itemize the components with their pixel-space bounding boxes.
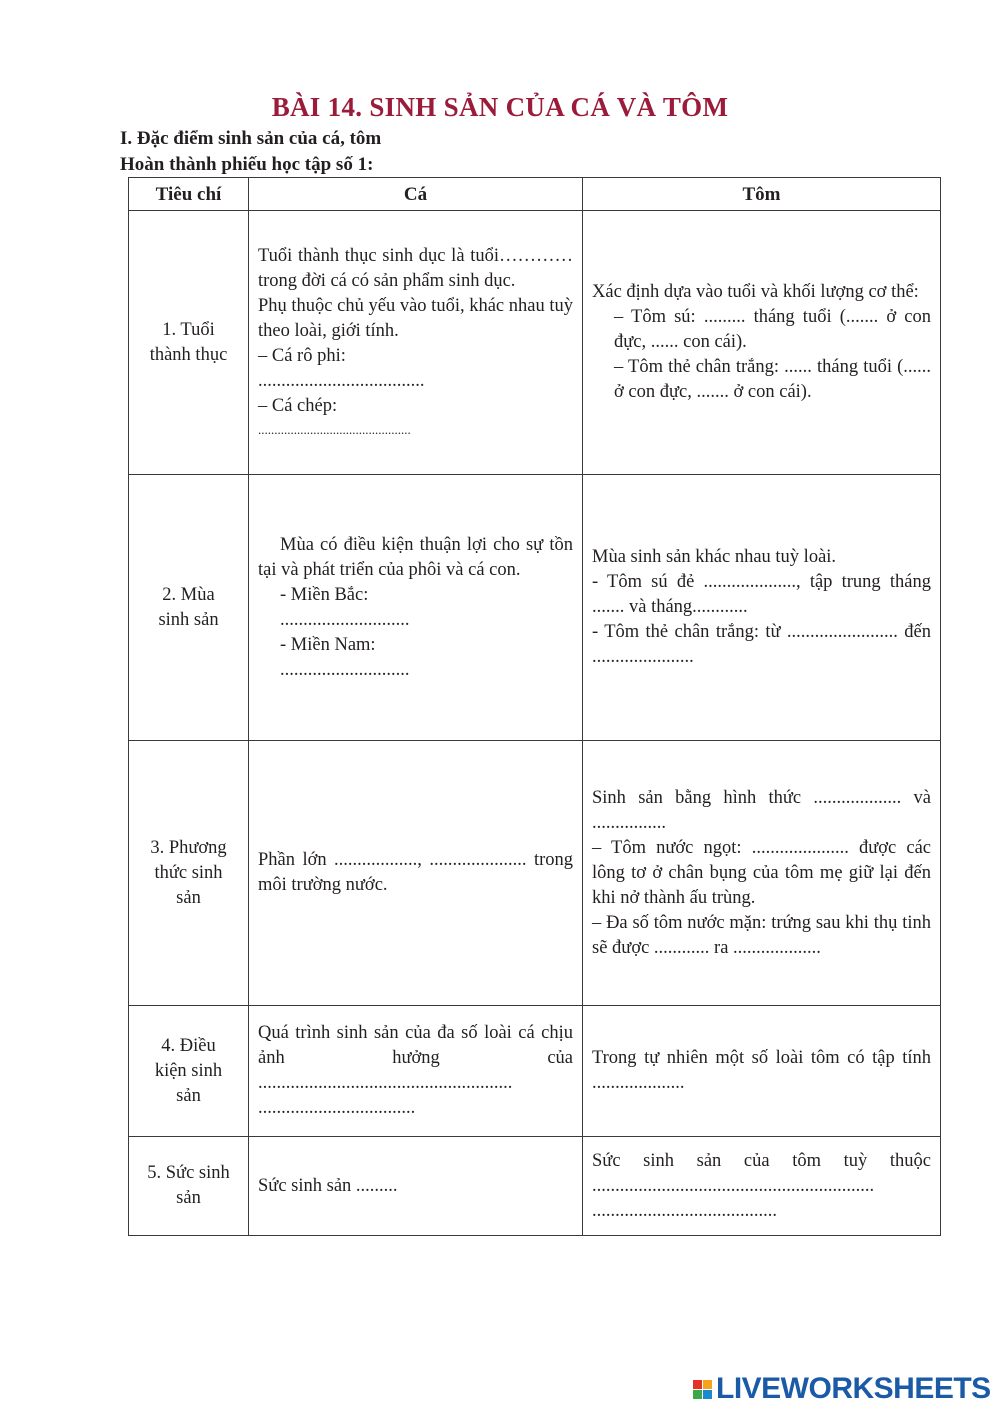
answer-blank[interactable]: ............................................... [258,422,411,437]
shrimp-text: Mùa sinh sản khác nhau tuỳ loài. [592,547,837,567]
answer-blank[interactable]: ............................ [280,659,410,680]
page-title: BÀI 14. SINH SẢN CỦA CÁ VÀ TÔM [271,92,729,122]
criteria-cell [129,211,249,475]
fish-text: Mùa có điều kiện thuận lợi cho sự tồn tại và phát triển của phôi và cá con. [258,534,573,580]
table-row [129,211,941,475]
shrimp-cell[interactable] [583,1006,941,1137]
liveworksheets-logo[interactable] [693,1372,991,1406]
criteria-line: sinh sản [158,609,219,630]
logo-text: LIVEWORKSHEETS [716,1372,991,1405]
shrimp-text: – Tôm nước ngọt: ..................... được các lông tơ ở chân bụng của tôm mẹ giữ lại đến khi nở thành ấu trùng. [592,837,931,908]
table-row [129,1137,941,1236]
fish-text: - Miền Bắc: [280,584,369,605]
fish-cell[interactable] [249,475,583,741]
shrimp-text: - Tôm sú đẻ ...................., tập trung tháng ....... và tháng............ [592,572,931,617]
logo-square [693,1390,702,1399]
fish-text: Phụ thuộc chủ yếu vào tuổi, khác nhau tuỳ theo loài, giới tính. [258,296,573,341]
shrimp-text: – Đa số tôm nước mặn: trứng sau khi thụ tinh sẽ được ............ ra ................... [592,912,931,958]
criteria-cell [129,1006,249,1137]
table-row [129,741,941,1006]
header-fish: Cá [249,178,583,211]
criteria-line: sản [176,887,201,908]
fish-cell[interactable] [249,741,583,1006]
logo-squares-icon [693,1380,712,1399]
worksheet-table [128,177,941,1236]
answer-blank[interactable]: ........................................ [592,1200,777,1221]
logo-square [693,1380,702,1389]
shrimp-text: Sinh sản bằng hình thức ................... và ................ [592,787,931,833]
fish-text: Quá trình sinh sản của đa số loài cá chịu ảnh hưởng của ....................................................... [258,1023,573,1093]
section-heading: I. Đặc điểm sinh sản của cá, tôm [120,128,382,149]
fish-cell[interactable] [249,1137,583,1236]
header-shrimp: Tôm [583,178,941,211]
criteria-line: sản [176,1085,201,1106]
answer-blank[interactable]: .................................. [258,1098,416,1118]
criteria-line: 4. Điều [161,1035,216,1056]
logo-square [703,1390,712,1399]
shrimp-text: – Tôm thẻ chân trắng: ...... tháng tuổi (...... ở con đực, ....... ở con cái). [614,357,931,402]
fish-text: Tuổi thành thục sinh dục là tuổi…………trong đời cá có sản phẩm sinh dục. [258,246,573,291]
criteria-line: thức sinh [154,862,223,883]
logo-square [703,1380,712,1389]
answer-blank[interactable]: ............................ [280,609,410,630]
table-row [129,1006,941,1137]
shrimp-text: Sức sinh sản của tôm tuỳ thuộc ............................................................. [592,1150,931,1196]
criteria-cell [129,475,249,741]
table-header-row [129,178,941,211]
fish-cell[interactable] [249,211,583,475]
table-row [129,475,941,741]
fish-cell[interactable] [249,1006,583,1137]
shrimp-text: Xác định dựa vào tuổi và khối lượng cơ thể: [592,282,919,302]
criteria-cell [129,741,249,1006]
criteria-line: 2. Mùa [162,584,215,605]
fish-text: – Cá rô phi: [258,346,346,366]
shrimp-cell[interactable] [583,741,941,1006]
answer-blank[interactable]: .................................... [258,371,425,391]
criteria-cell [129,1137,249,1236]
criteria-line: 1. Tuổi [162,319,215,340]
criteria-line: sản [176,1188,201,1208]
shrimp-text: Trong tự nhiên một số loài tôm có tập tính .................... [592,1048,931,1093]
shrimp-cell[interactable] [583,211,941,475]
shrimp-cell[interactable] [583,1137,941,1236]
shrimp-text: - Tôm thẻ chân trắng: từ ........................ đến ...................... [592,622,931,667]
shrimp-cell[interactable] [583,475,941,741]
header-criteria: Tiêu chí [129,178,249,211]
criteria-line: thành thục [149,344,228,365]
fish-text: – Cá chép: [258,396,338,416]
fish-text: Phần lớn .................., ..................... trong môi trường nước. [258,850,573,895]
criteria-line: 5. Sức sinh [147,1163,230,1183]
criteria-line: 3. Phương [150,837,227,858]
fish-text: - Miền Nam: [280,634,376,655]
worksheet-instruction: Hoàn thành phiếu học tập số 1: [120,154,374,175]
criteria-line: kiện sinh [154,1060,223,1081]
fish-text: Sức sinh sản ......... [258,1175,398,1196]
shrimp-text: – Tôm sú: ......... tháng tuổi (....... ở con đực, ...... con cái). [614,307,931,352]
